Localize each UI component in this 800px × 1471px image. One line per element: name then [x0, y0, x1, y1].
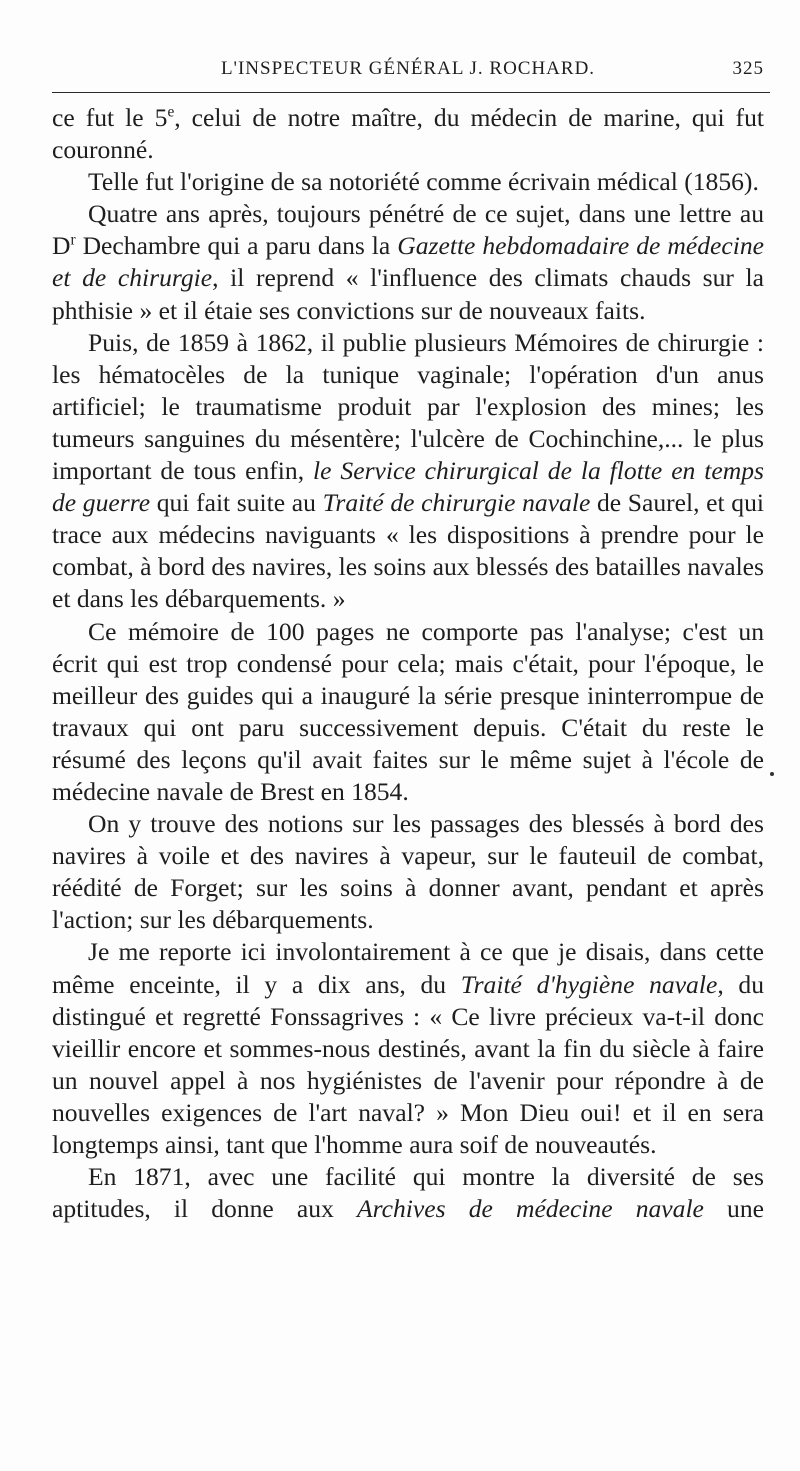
paragraph — [52, 1161, 764, 1225]
body-text — [52, 102, 764, 1225]
italic-title: Traité de chirurgie navale — [322, 488, 591, 518]
text-run: ce fut le 5 — [52, 103, 168, 132]
superscript: r — [70, 231, 76, 249]
page-header — [52, 58, 764, 84]
text-run: Puis, de 1859 à 1862, il publie plusieurs Mémoires de chirurgie : les hématocèles de la tunique vaginale; l'opération d'un anus artificiel; le traumatisme produit par l'explosion des mines; les tumeurs sanguines du mésentère; l'ulcère de Cochinchine,... le plus important de tous enfin, — [52, 327, 764, 486]
running-head: L'INSPECTEUR GÉNÉRAL J. ROCHARD. — [220, 58, 596, 79]
italic-title: Archives de médecine navale — [356, 1194, 704, 1224]
text-run: une — [703, 1194, 764, 1224]
text-run: On y trouve des notions sur les passages des blessés à bord des navires à voile et des navires à vapeur, sur le fauteuil de combat, réédité de Forget; sur les soins à donner avant, pendant et après l'action; sur les débarquements. — [52, 809, 764, 935]
italic-title: le Service chirurgical de la flotte en temps de guerre — [52, 456, 764, 518]
paragraph — [52, 166, 764, 198]
paragraph — [52, 327, 764, 616]
paragraph — [52, 102, 764, 166]
paragraph — [52, 936, 764, 1161]
text-run: Telle fut l'origine de sa notoriété comme écrivain médical (1856). — [88, 167, 759, 197]
text-run: Je me reporte ici involontairement à ce que je disais, dans cette même enceinte, il y a dix ans, du — [52, 937, 764, 999]
text-run: , celui de notre maître, du médecin de marine, qui fut couronné. — [52, 103, 764, 165]
paragraph — [52, 198, 764, 326]
italic-title: Traité d'hygiène navale — [460, 969, 718, 999]
header-rule — [52, 92, 770, 93]
italic-title: Gazette hebdomadaire de médecine et de chirurgie — [52, 231, 764, 293]
text-run: , du distingué et regretté Fonssagrives : « Ce livre précieux va-t-il donc vieillir encore et sommes-nous destinés, avant la fin du siècle à faire un nouvel appel à nos hygiénistes de l'avenir pour répondre à de nouvelles exigences de l'art naval? » Mon Dieu oui! et il en sera longtemps ainsi, tant que l'homme aura soif de nouveautés. — [52, 969, 764, 1159]
paragraph — [52, 808, 764, 936]
text-run: Quatre ans après, toujours pénétré de ce sujet, dans une lettre au D — [52, 199, 764, 261]
superscript: e — [167, 103, 175, 121]
text-run: de Saurel, et qui trace aux médecins naviguants « les dispositions à prendre pour le combat, à bord des navires, les soins aux blessés des batailles navales et dans les débarquements. » — [52, 488, 764, 614]
page-number: 325 — [732, 58, 764, 79]
text-run: qui fait suite au — [150, 488, 323, 518]
text-run: En 1871, avec une facilité qui montre la diversité de ses aptitudes, il donne aux — [52, 1162, 764, 1224]
text-run: , il reprend « l'influence des climats chauds sur la phthisie » et il étaie ses convictions sur de nouveaux faits. — [52, 263, 764, 325]
text-run: Ce mémoire de 100 pages ne comporte pas l'analyse; c'est un écrit qui est trop condensé pour cela; mais c'était, pour l'époque, le meilleur des guides qui a inauguré la série presque ininterrompue de travaux qui ont paru successivement depuis. C'était du reste le résumé des leçons qu'il avait faites sur le même sujet à l'école de médecine navale de Brest en 1854. — [52, 616, 764, 806]
paragraph — [52, 616, 764, 809]
margin-dot — [770, 772, 774, 776]
text-run: Dechambre qui a paru dans la — [75, 231, 398, 261]
